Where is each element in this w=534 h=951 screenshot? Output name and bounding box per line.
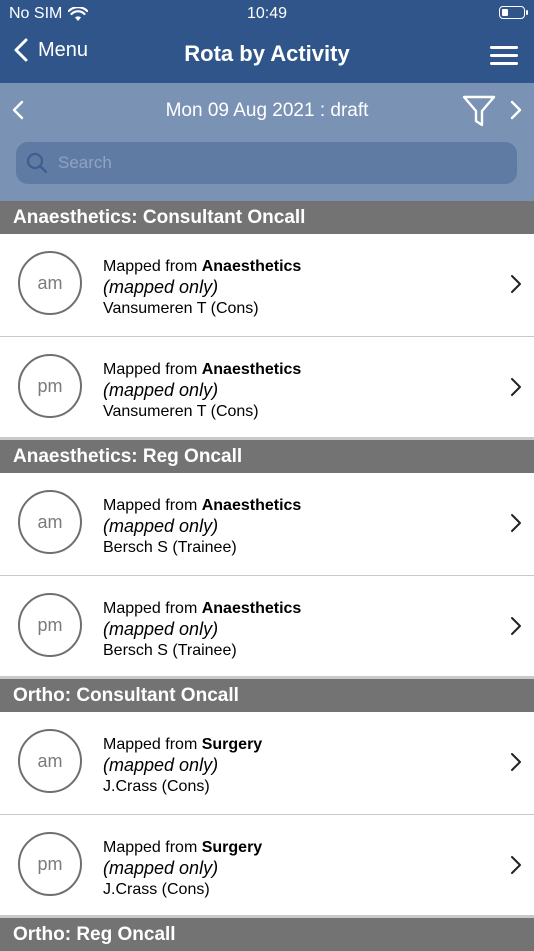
list-item[interactable]: [0, 712, 534, 815]
assigned-person: Vansumeren T (Cons): [103, 403, 259, 420]
row-details: [103, 734, 262, 797]
row-details: [103, 495, 301, 558]
mapping-source: Anaesthetics: [201, 497, 302, 514]
top-navigation-bar: [0, 0, 534, 83]
mapping-note: (mapped only): [103, 380, 219, 400]
row-details: [103, 598, 301, 661]
next-date-button[interactable]: [510, 100, 522, 120]
date-bar: [0, 83, 534, 201]
back-label: Menu: [38, 38, 89, 61]
row-details: [103, 359, 301, 422]
mapping-prefix: Mapped from: [103, 258, 202, 275]
list-item[interactable]: [0, 337, 534, 440]
section-header: Ortho: Reg Oncall: [0, 918, 534, 951]
search-icon: [26, 152, 48, 174]
nav-row: [0, 36, 534, 74]
mapping-line: [103, 837, 262, 858]
assigned-person: Bersch S (Trainee): [103, 642, 237, 659]
mapping-line: [103, 734, 262, 755]
search-input[interactable]: [56, 152, 500, 174]
mapping-line: [103, 598, 301, 619]
assigned-person: J.Crass (Cons): [103, 778, 210, 795]
slot-badge: am: [18, 490, 82, 554]
mapping-prefix: Mapped from: [103, 497, 202, 514]
slot-badge: am: [18, 251, 82, 315]
mapping-source: Anaesthetics: [201, 600, 302, 617]
list-item[interactable]: [0, 473, 534, 576]
chevron-right-icon: [510, 513, 522, 533]
mapping-note: (mapped only): [103, 619, 219, 639]
mapping-source: Surgery: [201, 839, 263, 856]
mapping-note: (mapped only): [103, 516, 219, 536]
mapping-source: Surgery: [201, 736, 263, 753]
section-header: Ortho: Consultant Oncall: [0, 679, 534, 712]
carrier-label: No SIM: [9, 5, 63, 22]
assigned-person: Bersch S (Trainee): [103, 539, 237, 556]
slot-badge: pm: [18, 832, 82, 896]
assigned-person: J.Crass (Cons): [103, 881, 210, 898]
chevron-right-icon: [510, 752, 522, 772]
status-bar: [0, 0, 534, 28]
search-bar[interactable]: [16, 142, 517, 184]
mapping-note: (mapped only): [103, 858, 219, 878]
current-date: Mon 09 Aug 2021 : draft: [165, 100, 369, 121]
chevron-right-icon: [510, 377, 522, 397]
hamburger-menu-icon[interactable]: [490, 46, 518, 66]
mapping-source: Anaesthetics: [201, 361, 302, 378]
chevron-right-icon: [510, 855, 522, 875]
mapping-note: (mapped only): [103, 277, 219, 297]
page-title: Rota by Activity: [184, 41, 350, 66]
mapping-prefix: Mapped from: [103, 600, 202, 617]
section-header: Anaesthetics: Reg Oncall: [0, 440, 534, 473]
mapping-note: (mapped only): [103, 755, 219, 775]
row-details: [103, 256, 301, 319]
slot-badge: pm: [18, 593, 82, 657]
mapping-prefix: Mapped from: [103, 736, 202, 753]
mapping-prefix: Mapped from: [103, 839, 202, 856]
mapping-prefix: Mapped from: [103, 361, 202, 378]
assigned-person: Vansumeren T (Cons): [103, 300, 259, 317]
slot-badge: am: [18, 729, 82, 793]
list-item[interactable]: [0, 576, 534, 679]
mapping-source: Anaesthetics: [201, 258, 302, 275]
status-time: 10:49: [246, 5, 288, 22]
list-item[interactable]: [0, 234, 534, 337]
chevron-right-icon: [510, 274, 522, 294]
mapping-line: [103, 359, 301, 380]
activity-list: [0, 201, 534, 951]
mapping-line: [103, 495, 301, 516]
chevron-right-icon: [510, 616, 522, 636]
list-item[interactable]: [0, 815, 534, 918]
row-details: [103, 837, 262, 900]
section-header: Anaesthetics: Consultant Oncall: [0, 201, 534, 234]
slot-badge: pm: [18, 354, 82, 418]
mapping-line: [103, 256, 301, 277]
battery-icon: [499, 6, 525, 19]
filter-icon[interactable]: [462, 94, 496, 128]
